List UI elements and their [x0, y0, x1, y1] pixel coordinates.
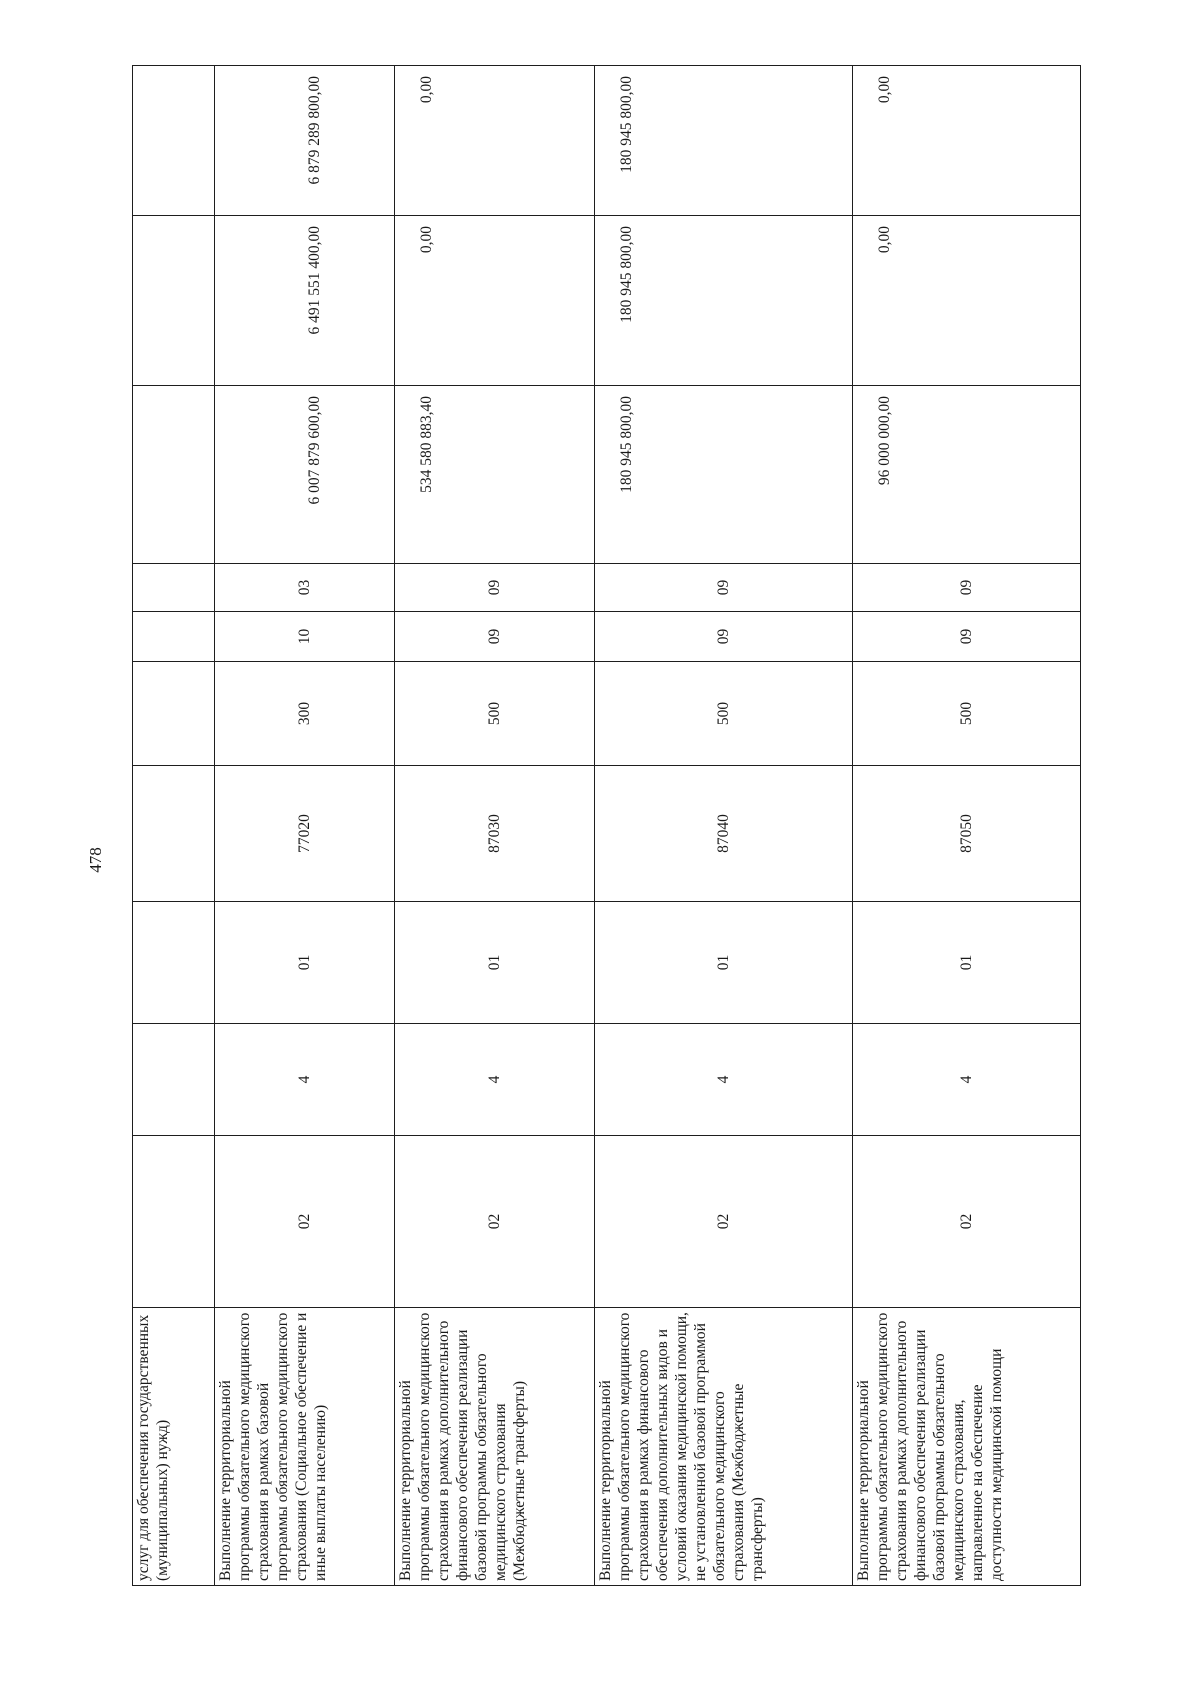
table-row: [395, 66, 595, 1586]
code-subsection: [133, 564, 215, 612]
code-subprogram: 01: [395, 902, 595, 1024]
budget-table: [132, 65, 1081, 1586]
code-subprogram: [133, 902, 215, 1024]
amount-year-3: 180 945 800,00: [595, 66, 853, 216]
row-name: Выполнение территориальной программы обязательного медицинского страхования в рамках дополнительного финансового обеспечения реализации базовой программы обязательного медицинского страхования, направленное на обеспечение доступности медицинской помощи: [853, 1308, 1081, 1586]
code-program: 02: [215, 1136, 395, 1308]
amount-year-2: 180 945 800,00: [595, 216, 853, 386]
amount-year-2: 6 491 551 400,00: [215, 216, 395, 386]
code-type: 4: [853, 1024, 1081, 1136]
code-section: 09: [853, 612, 1081, 662]
code-section: 09: [595, 612, 853, 662]
amount-year-1: 534 580 883,40: [395, 386, 595, 564]
table-row: [133, 66, 215, 1586]
code-expense-type: 500: [853, 662, 1081, 766]
code-subsection: 03: [215, 564, 395, 612]
code-type: 4: [215, 1024, 395, 1136]
code-expense-type: 300: [215, 662, 395, 766]
code-section: 10: [215, 612, 395, 662]
code-program: 02: [395, 1136, 595, 1308]
code-type: 4: [395, 1024, 595, 1136]
code-subsection: 09: [595, 564, 853, 612]
code-direction: 77020: [215, 766, 395, 902]
table-row: [595, 66, 853, 1586]
code-subprogram: 01: [853, 902, 1081, 1024]
code-direction: [133, 766, 215, 902]
row-name: Выполнение территориальной программы обязательного медицинского страхования в рамках дополнительного финансового обеспечения реализации базовой программы обязательного медицинского страхования (Межбюджетные трансферты): [395, 1308, 595, 1586]
code-subsection: 09: [853, 564, 1081, 612]
amount-year-1: 180 945 800,00: [595, 386, 853, 564]
code-program: [133, 1136, 215, 1308]
code-subsection: 09: [395, 564, 595, 612]
amount-year-2: 0,00: [395, 216, 595, 386]
code-subprogram: 01: [215, 902, 395, 1024]
table-row: [215, 66, 395, 1586]
code-direction: 87050: [853, 766, 1081, 902]
amount-year-1: 96 000 000,00: [853, 386, 1081, 564]
amount-year-3: 0,00: [395, 66, 595, 216]
page-number: 478: [86, 847, 105, 873]
code-program: 02: [595, 1136, 853, 1308]
amount-year-3: 0,00: [853, 66, 1081, 216]
code-expense-type: 500: [395, 662, 595, 766]
row-name: услуг для обеспечения государственных (муниципальных) нужд): [133, 1308, 215, 1586]
amount-year-2: 0,00: [853, 216, 1081, 386]
row-name: Выполнение территориальной программы обязательного медицинского страхования в рамках базовой программы обязательного медицинского страхования (Социальное обеспечение и иные выплаты населению): [215, 1308, 395, 1586]
amount-year-1: [133, 386, 215, 564]
amount-year-1: 6 007 879 600,00: [215, 386, 395, 564]
code-subprogram: 01: [595, 902, 853, 1024]
code-expense-type: [133, 662, 215, 766]
code-section: 09: [395, 612, 595, 662]
code-expense-type: 500: [595, 662, 853, 766]
amount-year-3: 6 879 289 800,00: [215, 66, 395, 216]
amount-year-2: [133, 216, 215, 386]
code-direction: 87030: [395, 766, 595, 902]
code-type: [133, 1024, 215, 1136]
amount-year-3: [133, 66, 215, 216]
code-program: 02: [853, 1136, 1081, 1308]
code-type: 4: [595, 1024, 853, 1136]
code-section: [133, 612, 215, 662]
row-name: Выполнение территориальной программы обязательного медицинского страхования в рамках финансового обеспечения дополнительных видов и условий оказания медицинской помощи, не установленной базовой программой обязательного медицинского страхования (Межбюджетные трансферты): [595, 1308, 853, 1586]
budget-table-rotated: [132, 66, 1080, 1586]
table-row: [853, 66, 1081, 1586]
code-direction: 87040: [595, 766, 853, 902]
